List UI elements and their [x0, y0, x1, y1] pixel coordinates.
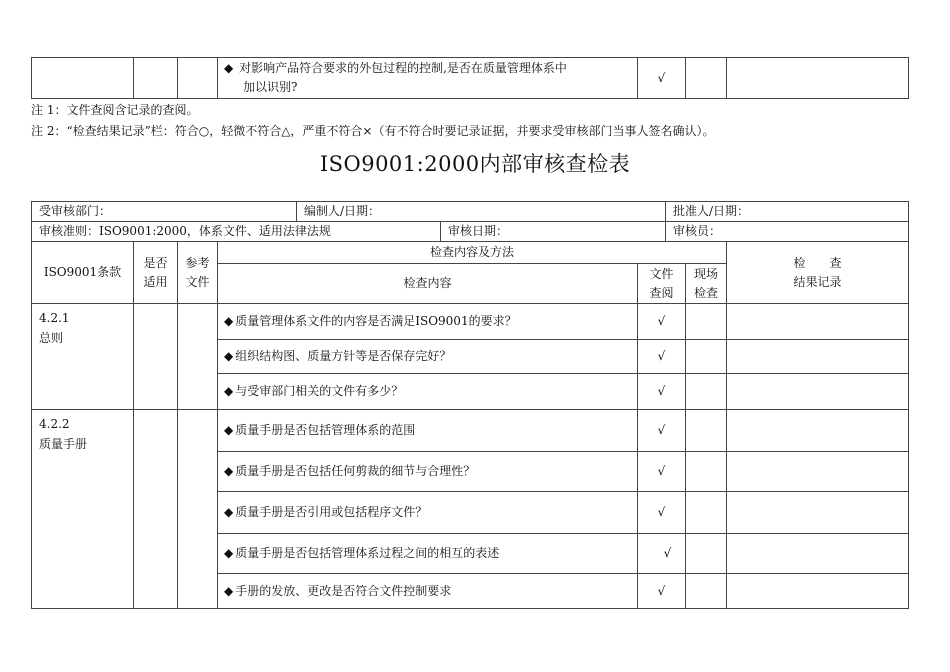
doc-check-mark: √ — [638, 340, 686, 374]
doc-check-mark: √ — [638, 58, 686, 99]
check-item — [218, 410, 638, 452]
col-result-header — [727, 242, 909, 304]
doc-check-mark: √ — [638, 452, 686, 492]
check-item — [218, 574, 638, 609]
onsite-cell — [686, 492, 727, 534]
result-cell — [727, 492, 909, 534]
col-doc-review-line1: 文件 — [649, 266, 674, 281]
result-cell — [727, 410, 909, 452]
check-item-text-line2: 加以识别? — [243, 80, 298, 94]
col-result-line2: 结果记录 — [793, 274, 842, 289]
result-cell — [727, 374, 909, 410]
onsite-cell — [686, 410, 727, 452]
result-cell — [727, 534, 909, 574]
result-cell — [727, 452, 909, 492]
col-method-header: 检查内容及方法 — [218, 242, 727, 264]
diamond-icon: ◆ — [224, 546, 234, 560]
diamond-icon: ◆ — [224, 423, 234, 437]
diamond-icon: ◆ — [224, 464, 234, 478]
audited-dept-label: 受审核部门： — [32, 202, 297, 222]
check-item — [218, 534, 638, 574]
approver-date-label: 批准人/日期： — [666, 202, 909, 222]
check-item-text: 质量手册是否包括管理体系的范围 — [235, 423, 416, 437]
col-clause-header: ISO9001条款 — [32, 242, 134, 304]
check-item — [218, 492, 638, 534]
check-item — [218, 374, 638, 410]
result-cell — [727, 574, 909, 609]
doc-check-mark: √ — [638, 492, 686, 534]
col-doc-review-header — [638, 264, 686, 304]
reference-cell — [178, 58, 218, 99]
reference-cell — [178, 410, 218, 609]
audit-criteria-label: 审核准则：ISO9001:2000，体系文件、适用法律法规 — [32, 222, 441, 242]
note-2: 注 2：“检查结果记录”栏：符合○，轻微不符合△，严重不符合×（有不符合时要记录证据，并要求受审核部门当事人签名确认）。 — [31, 124, 715, 138]
editor-date-label: 编制人/日期： — [297, 202, 666, 222]
clause-name: 质量手册 — [39, 437, 88, 451]
doc-check-mark: √ — [638, 304, 686, 340]
check-item — [218, 304, 638, 340]
check-item-text: 质量手册是否包括任何剪裁的细节与合理性？ — [235, 464, 476, 478]
note-1: 注 1：文件查阅含记录的查阅。 — [31, 103, 199, 117]
check-item-text: 组织结构图、质量方针等是否保存完好？ — [235, 349, 452, 363]
col-reference-line2: 文件 — [185, 274, 210, 289]
doc-check-mark: √ — [638, 574, 686, 609]
onsite-cell — [686, 340, 727, 374]
col-result-line1: 检 查 — [793, 255, 842, 270]
clause-cell — [32, 58, 134, 99]
clause-number: 4.2.2 — [39, 417, 70, 431]
top-continuation-table — [31, 57, 909, 99]
result-cell — [727, 304, 909, 340]
clause-number: 4.2.1 — [39, 311, 70, 325]
col-onsite-header — [686, 264, 727, 304]
col-onsite-line1: 现场 — [694, 266, 719, 281]
header-info-table — [31, 201, 909, 242]
col-doc-review-line2: 查阅 — [649, 285, 674, 300]
check-item-text: 质量手册是否引用或包括程序文件？ — [235, 505, 428, 519]
clause-name: 总则 — [39, 331, 64, 345]
reference-cell — [178, 304, 218, 410]
diamond-icon: ◆ — [224, 583, 234, 598]
diamond-icon: ◆ — [224, 384, 234, 398]
diamond-icon: ◆ — [224, 505, 234, 519]
diamond-icon: ◆ — [224, 61, 234, 75]
doc-check-mark: √ — [638, 534, 686, 574]
check-item — [218, 340, 638, 374]
check-item-text: 与受审部门相关的文件有多少？ — [235, 384, 404, 398]
col-applicable-line2: 适用 — [143, 274, 168, 289]
check-item-text: 质量管理体系文件的内容是否满足ISO9001的要求？ — [235, 314, 517, 328]
check-item — [218, 452, 638, 492]
onsite-cell — [686, 574, 727, 609]
doc-check-mark: √ — [638, 410, 686, 452]
doc-check-mark: √ — [638, 374, 686, 410]
result-cell — [727, 340, 909, 374]
result-cell — [727, 58, 909, 99]
onsite-cell — [686, 58, 727, 99]
onsite-cell — [686, 452, 727, 492]
col-reference-line1: 参考 — [185, 255, 210, 270]
applicable-cell — [134, 304, 178, 410]
audit-date-label: 审核日期： — [441, 222, 666, 242]
checklist-table — [31, 241, 909, 609]
check-item-text: 质量手册是否包括管理体系过程之间的相互的表述 — [235, 546, 500, 560]
check-item — [218, 58, 638, 99]
col-applicable-line1: 是否 — [143, 255, 168, 270]
check-item-text: 手册的发放、更改是否符合文件控制要求 — [235, 583, 452, 598]
auditor-label: 审核员： — [666, 222, 909, 242]
col-onsite-line2: 检查 — [694, 285, 719, 300]
col-applicable-header — [134, 242, 178, 304]
diamond-icon: ◆ — [224, 349, 234, 363]
check-item-text-line1: 对影响产品符合要求的外包过程的控制,是否在质量管理体系中 — [239, 61, 567, 75]
applicable-cell — [134, 58, 178, 99]
col-content-header: 检查内容 — [218, 264, 638, 304]
onsite-cell — [686, 534, 727, 574]
diamond-icon: ◆ — [224, 314, 234, 328]
applicable-cell — [134, 410, 178, 609]
page-title: ISO9001:2000内部审核查检表 — [319, 152, 631, 176]
clause-cell — [32, 304, 134, 410]
onsite-cell — [686, 374, 727, 410]
col-reference-header — [178, 242, 218, 304]
onsite-cell — [686, 304, 727, 340]
clause-cell — [32, 410, 134, 609]
